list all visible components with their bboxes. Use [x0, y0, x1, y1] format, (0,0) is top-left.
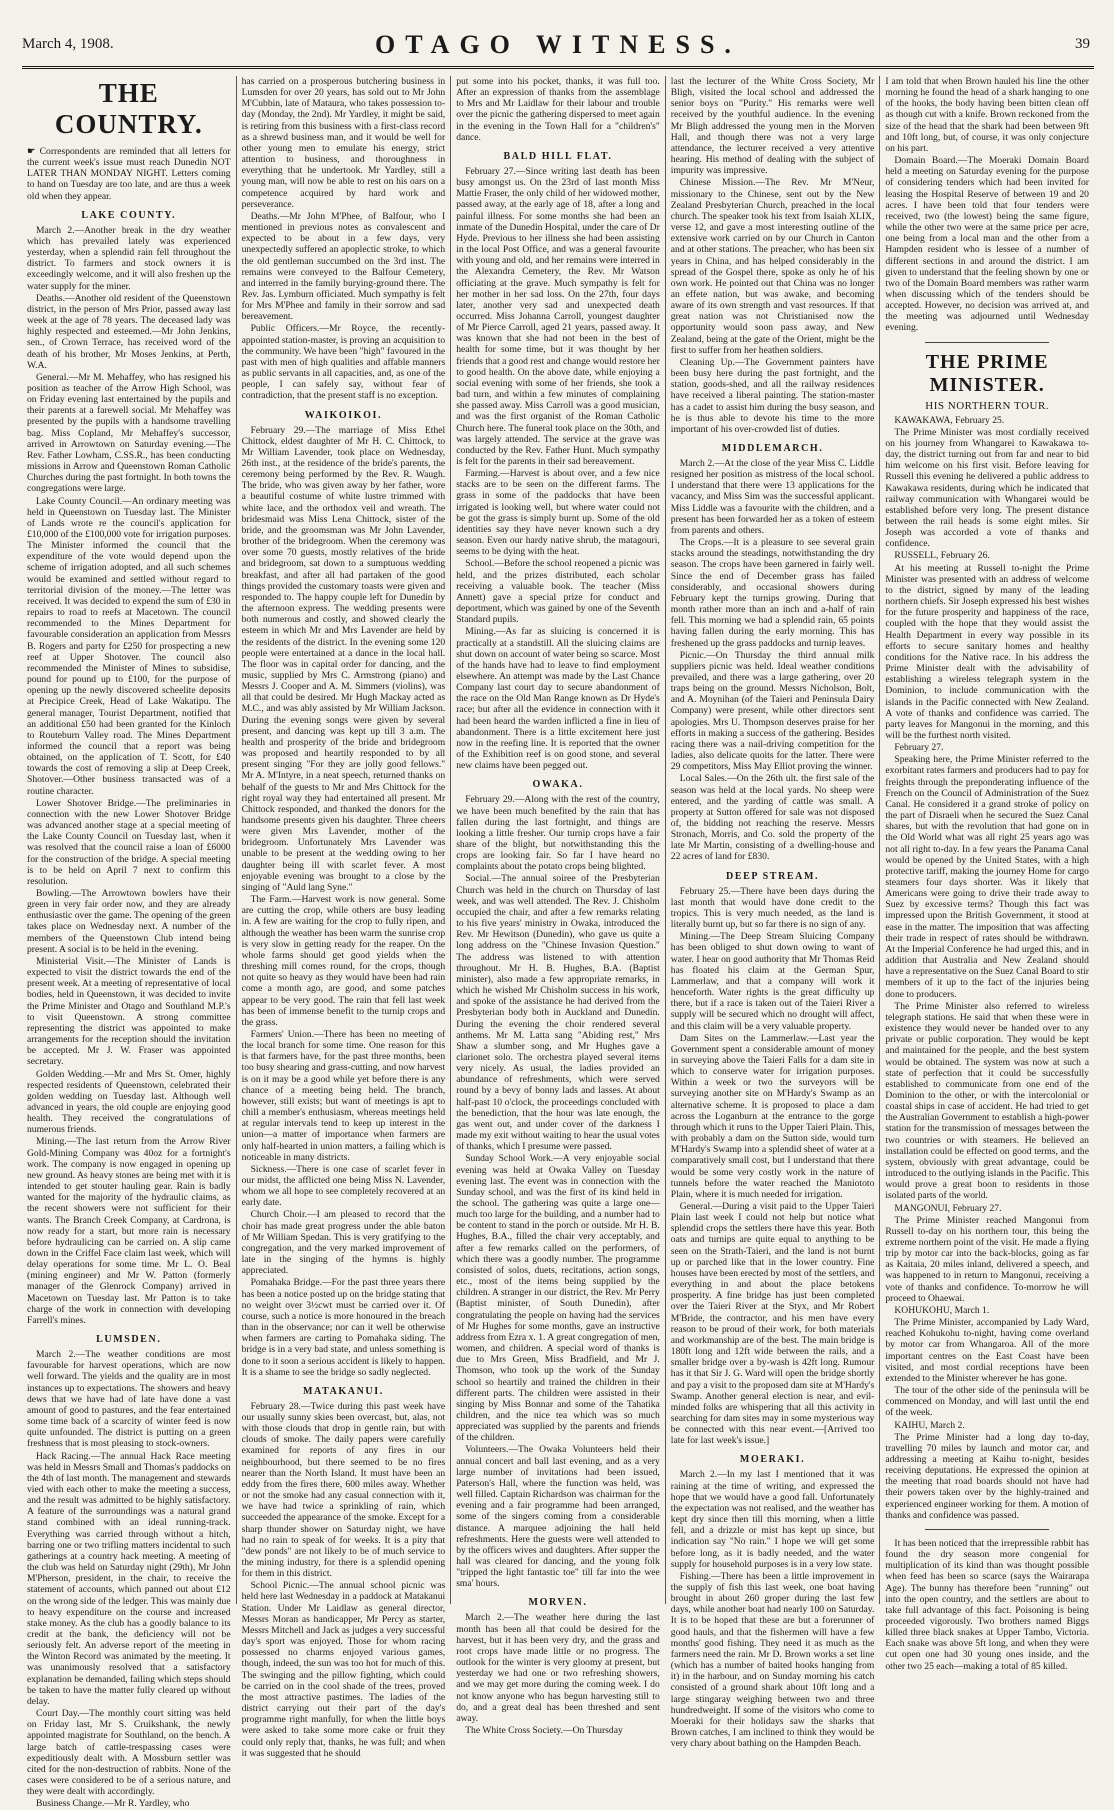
heading-deep-stream: DEEP STREAM. [726, 870, 820, 882]
paragraph: Court Day.—The monthly court sitting was held on Friday last, Mr S. Cruikshank, the newly appointed magistrate for Southland, on the bench. A large batch of cattle-trespassing cases were expeditiously dealt with. A Mossburn settler was cited for the non-destruction of rabbits. None of the cases were considered to be of a serious nature, and they were dealt with accordingly. [27, 1708, 231, 1798]
paragraph: Lake County Council.—An ordinary meeting was held in Queenstown on Tuesday last. The Minister of Lands wrote re the council's application for £10,000 of the £100,000 vote for irrigation purposes. The Minister informed the council that the expenditure of the vote would depend upon the scheme of irrigation adopted, and all such schemes would be examined and settled without regard to territorial division of the money.—The letter was received. It was decided to expend the sum of £30 in repairs to road to reefs at Macetown. The council recommended to the Mines Department for favourable consideration an application from Messrs B. Rogers and party for £250 for prospecting a new reef at Upper Shotover. The council also recommended the Minister of Mines to subsidise, pound for pound up to £100, for the purpose of opening up the newly discovered scheelite deposits at Precipice Creek, Head of Lake Wakatipu. The general manager, Tourist Department, notified that an additional £50 had been granted for the Kinloch to Routeburn Valley road. The Mines Department informed the council that a report was being obtained, on the application of T. Scott, for £40 towards the cost of removing a slip at Deep Creek, Shotover.—Other business transacted was of a routine character. [27, 495, 231, 797]
paragraph: March 2.—The weather conditions are most favourable for harvest operations, which are now well forward. The yields and the quality are in most instances up to expectations. The showers and heavy dews that we have had of late have done a vast amount of good to pastures, and the fear entertained some time back of a scarcity of winter feed is now quite unfounded. The district is putting on a green freshness that is most pleasing to stock-owners. [27, 1349, 231, 1450]
paragraph: Social.—The annual soiree of the Presbyterian Church was held in the church on Thursday of last week, and was well attended. The Rev. J. Chisholm occupied the chair, and after a few remarks relating to his five years' ministry in Owaka, introduced the Rev. Mr Hewitson (Dunedin), who gave us quite a long address on the "Chinese Invasion Question." The address was listened to with attention throughout. Mr H. B. Hughes, B.A. (Baptist minister), also made a few appropriate remarks, in which he wished Mr Chisholm success in his work, and spoke of the assistance he had derived from the Presbyterian body both in Auckland and Dunedin. During the evening the choir rendered several anthems. Mr M. Latta sang "Abiding rest," Mrs Shaw a slumber song, and Mr Hughes gave a clarionet solo. The orchestra played several items very nicely. As usual, the ladies provided an abundance of refreshments, which were served round by a bevy of bonny lads and lasses. At about half-past 10 o'clock, the proceedings concluded with the benediction, that the hour was late enough, the gas went out, and under cover of the darkness I made my exit without waiting to hear the usual votes of thanks, which I presume were passed. [456, 873, 660, 1153]
paragraph: February 25.—There have been days during the last month that would have done credit to the tropics. This is very much needed, as the land is literally burnt up, but so far there is no sign of any. [670, 885, 875, 931]
paragraph: Business Change.—Mr R. Yardley, who [36, 1798, 190, 1810]
paragraph: March 2.—In my last I mentioned that it was raining at the time of writing, and expressed the hope that we would have a good fall. Unfortunately the expectation was not realised, and the weather has kept dry since then till this morning, when a little fell, and a drizzle or mist has kept up since, but indication say "No rain." I hope we will get some before long, as it is badly needed, and the water supply for household purposes is in a very low state. [670, 1469, 875, 1570]
page-number: 39 [1075, 36, 1090, 52]
paragraph: put some into his pocket, thanks, it was full too. After an expression of thanks from the assemblage to Mrs and Mr Laidlaw for their labour and trouble over the picnic the gathering dispersed to meet again in the evening in the Town Hall for a "children's" dance. [456, 76, 660, 143]
paragraph: Church Choir.—I am pleased to record that the choir has made great progress under the able baton of Mr William Spedan. This is very gratifying to the congregation, and the very marked improvement of late in the singing of the hymns is highly appreciated. [241, 1209, 446, 1277]
article-columns [22, 76, 1094, 1810]
heading-lumsden: LUMSDEN. [96, 1334, 162, 1346]
paragraph: Local Sales.—On the 26th ult. the first sale of the season was held at the local yards. No sheep were entered, and the yarding of cattle was small. A property at Sutton offered for sale was not disposed of, the bidding not reaching the reserve. Messrs Stronach, Morris, and Co. sold the property of the late Mr Martin, consisting of a dwelling-house and 22 acres of land for £830. [670, 773, 875, 863]
paragraph: Picnic.—On Thursday the third annual milk suppliers picnic was held. Ideal weather conditions prevailed, and there was a large gathering, over 20 traps being on the ground. Messrs Nicholson, Bolt, and A. Moynihan (of the Taieri and Peninsula Dairy Company) were present, while other directors sent apologies. Mrs U. Thompson deserves praise for her efforts in making a success of the gathering. Besides racing there was a nail-driving competition for the ladies, also delicate quoits for the latter. There were 29 competitors, Miss May Elliot proving the winner. [670, 649, 875, 773]
heading-morven: MORVEN. [528, 1597, 588, 1609]
paragraph: It has been noticed that the irrepressible rabbit has found the dry season more congenial for multiplication of its kind than was thought possible when feed has been so scarce (says the Wairarapa Age). The bunny has therefore been "running" out into the open country, and the settlers are about to take full advantage of this fact. Poisoning is being proceeded vigorously. Two brothers named Biggs killed three black snakes at Upper Tambo, Victoria. Each snake was above 5ft long, and when they were cut open one had 30 young ones inside, and the other two 25 each—making a total of 85 killed. [885, 1537, 1089, 1672]
paragraph: General.—Mr M. Mehaffey, who has resigned his position as teacher of the Arrow High School, was on Friday evening last entertained by the pupils and their parents at a farewell social. Mr Mehaffey was presented by the pupils with a handsome travelling bag. Miss Copland, Mr Mehaffey's successor, arrived in Arrowtown on Saturday evening.—The Rev. Father Lowham, C.SS.R., has been conducting missions in Arrow and Queenstown Roman Catholic Churches during the past fortnight. In both towns the congregations were large. [27, 371, 231, 495]
section-heading-prime-minister: THE PRIME MINISTER. [925, 350, 1049, 396]
paragraph: I am told that when Brown hauled his line the other morning he found the head of a shark hanging to one of the hooks, the body having been bitten clean off as though cut with a knife. Brown reckoned from the size of the head that the shark had been between 9ft and 10ft long, but, of course, it was only conjecture on his part. [885, 76, 1089, 154]
heading-moeraki: MOERAKI. [739, 1454, 806, 1466]
column-5 [880, 76, 1094, 1672]
divider [925, 1529, 1049, 1530]
paragraph: Lower Shotover Bridge.—The preliminaries in connection with the new Lower Shotover Bridge was advanced another stage at a special meeting of the Lake County Council on Tuesday last, when it was resolved that the council raise a loan of £6000 for the construction of the bridge. A special meeting is to be held on April 7 next to confirm this resolution. [27, 797, 231, 887]
paragraph: Deaths.—Another old resident of the Queenstown district, in the person of Mrs Prior, passed away last week at the age of 78 years. The deceased lady was highly respected and esteemed.—Mr John Jenkins, sen., of Crown Terrace, has received word of the death of his brother, Mr Moses Jenkins, at Perth, W.A. [27, 292, 231, 371]
paragraph: Golden Wedding.—Mr and Mrs St. Omer, highly respected residents of Queenstown, celebrated their golden wedding on Tuesday last. Although well advanced in years, the old couple are enjoying good health. They received the congratulations of numerous friends. [27, 1068, 231, 1136]
subheading-northern-tour: HIS NORTHERN TOUR. [925, 399, 1050, 412]
heading-middlemarch: MIDDLEMARCH. [721, 443, 824, 454]
paragraph: Mining.—The last return from the Arrow River Gold-Mining Company was 40oz for a fortnight's work. The company is now engaged in opening up new ground. As heavy stones are being met with it is intended to get stouter hauling gear. Rain is badly wanted for the majority of the hydraulic claims, as the recent showers were not sufficient for their wants. The Branch Creek Company, at Cardrona, is now ready for a start, but more rain is necessary before hydraulicing can be carried on. A slip came down in the Criffel Face claim last week, which will delay operations for some time. Mr L. O. Beal (mining engineer) and Mr W. Patton (formerly manager of the Glenrock Company) arrived in Macetown on Tuesday last. Mr Patton is to take charge of the work in connection with developing Farrell's mines. [27, 1136, 231, 1326]
paragraph: Farming.—Harvest is about over, and a few nice stacks are to be seen on the different farms. The grass in some of the paddocks that have been irrigated is looking well, but where water could not be got the grass is simply burnt up. Some of the old identities say they have never known such a dry season. Even our hardy native shrub, the matagouri, seems to be dying with the heat. [456, 468, 660, 558]
paragraph: Mining.—The Deep Stream Sluicing Company has been obliged to shut down owing to want of water. I hear on good authority that Mr Thomas Reid has floated his claim at the German Spur, Lammerlaw, and that a company will work it henceforth. Water rights is the great difficulty up there, but if a race is taken out of the Taieri River a supply will be secured which no drought will affect, and this claim will be a very valuable property. [670, 931, 875, 1032]
dateline-russell: RUSSELL, February 26. [894, 550, 990, 562]
heading-waikoikoi: WAIKOIKOI. [304, 409, 383, 421]
paragraph: Dam Sites on the Lammerlaw.—Last year the Government spent a considerable amount of money in surveying above the Taieri Falls for a dam site in which to conserve water for irrigation purposes. Within a week or two the surveyors will be surveying another site on M'Hardy's Swamp as an alternative scheme. It is proposed to place a dam across the Loganburn at the entrance to the gorge through which it runs to the Upper Taieri Plain. This, with probably a dam on the Sutton side, would turn M'Hardy's Swamp into a splendid sheet of water at a comparatively small cost, but I understand that there would be some very costly work in the nature of tunnels before the water reached the Maniototo Plain, where it is much needed for irrigation. [670, 1032, 875, 1200]
dateline-february-27: February 27. [894, 742, 944, 754]
heading-matakanui: MATAKANUI. [302, 1385, 384, 1397]
paragraph: Fishing.—There has been a little improvement in the supply of fish this last week, one boat having brought in about 260 groper during the last few days, while another boat had nearly 100 on Saturday. It is to be hoped that these are but a forerunner of good hauls, and that the fishermen will have a few months' good fishing. They need it as much as the farmers need the rain. Mr D. Brown works a set line (which has a number of baited hooks hanging from it) in the harbour, and on Sunday morning his catch consisted of a ground shark about 10ft long and a large stingaray weighing between two and three hundredweight. If some of the visitors who come to Moeraki for their holidays saw the sharks that Brown catches, I am inclined to think they would be very chary about bathing on the Hampden Beach. [670, 1570, 875, 1750]
dateline-kohukohu: KOHUKOHU, March 1. [894, 1304, 990, 1316]
masthead [22, 30, 1094, 64]
paragraph: At his meeting at Russell to-night the Prime Minister was presented with an address of welcome to the district, signed by many of the leading northern chiefs. Sir Joseph expressed his best wishes for the future prosperity and happiness of the race, coupled with the hope that they would assist the Health Department in every way possible in its efforts to secure sanitary homes and healthy conditions for the Native race. In his address the Prime Minister dealt with the advisability of establishing a wireless telegraph system in the Dominion, to include communication with the islands in the Pacific connected with New Zealand. A vote of thanks and confidence was carried. The party leaves for Mangonui in the morning, and this will be the furthest north visited. [885, 562, 1089, 741]
paragraph: Chinese Mission.—The Rev. Mr M'Neur, missionary to the Chinese, sent out by the New Zealand Presbyterian Church, preached in the local church. The speaker took his text from Isaiah XLIX, verse 12, and gave a most interesting outline of the extensive work carried on by our Church in Canton and at other stations. The preacher, who has been six years in China, and has helped considerably in the spread of the Gospel there, spoke as only he of his own work. He pointed out that China was no longer an effete nation, but was awake, and becoming aware of its own strength and vast resources. If that great nation was not Christianised now the opportunity would soon pass away, and New Zealand, being at the gate of the Orient, might be the first to suffer from her heathen soldiers. [670, 177, 875, 356]
masthead-rule [22, 66, 1094, 70]
divider [925, 342, 1049, 343]
paragraph: The White Cross Society.—On Thursday [465, 1725, 623, 1737]
heading-lake-county: LAKE COUNTY. [81, 209, 177, 221]
paragraph: General.—During a visit paid to the Upper Taieri Plain last week I could not help but notice what splendid crops the settlers there have this year. Both oats and turnips are quite equal to anything to be seen on the Strath-Taieri, and the land is not burnt up or parched like that in the lower country. Fine houses have been erected by most of the settlers, and everything in and about the place betokens prosperity. A fine bridge has just been completed over the Taieri River at the Styx, and Mr Robert M'Bride, the contractor, and his men have every reason to be proud of their work, for both materials and workmanship are of the best. The main bridge is 180ft long and 12ft wide between the rails, and a smaller bridge over a by-wash is 42ft long. Rumour has it that Sir J. G. Ward will open the bridge shortly and pay a visit to the proposed dam site at M'Hardy's Swamp. Another general election is near, and evil-minded folks are whispering that all this activity in searching for dam sites may in some mysterious way be connected with this near event.—[Arrived too late for last week's issue.] [670, 1201, 875, 1447]
dateline-kawakawa: KAWAKAWA, February 25. [894, 414, 1005, 426]
paragraph: has carried on a prosperous butchering business in Lumsden for over 20 years, has sold out to Mr John M'Cubbin, late of Mataura, who takes possession to-day (Monday, the 2nd). Mr Yardley, it might be said, is retiring from this business with a first-class record as a shrewd business man, and it would be well for other young men to emulate his energy, strict attention to business, and thoroughness in everything that he undertook. Mr Yardley, still a young man, will now be able to rest on his oars on a competence acquired by hard work and perseverance. [241, 76, 446, 210]
paragraph: February 28.—Twice during this past week have our usually sunny skies been overcast, but, alas, not with those clouds that drop in gentle rain, but with clouds of smoke. The daily papers were carefully examined for reports of any fires in our neighbourhood, but there seemed to be no fires nearer than the North Island. It must have been an eddy from the fires there, 600 miles away. Whether or not the smoke had any casual connection with it, we have had twice a sprinkling of rain, which succeeded the appearance of the smoke. Except for a sharp thunder shower on Saturday night, we have had no rain to speak of for weeks. It is a pity that "dew ponds" are not likely to be of much service to the mining industry, for there is a splendid opening for them in this district. [241, 1400, 446, 1580]
paragraph: The tour of the other side of the peninsula will be commenced on Monday, and will last until the end of the week. [885, 1385, 1089, 1419]
paragraph: Speaking here, the Prime Minister referred to the exorbitant rates farmers and producers had to pay for freights through the preponderating influence of the French on the Council of Administration of the Suez Canal. He considered it a grand stroke of policy on the part of Disraeli when he secured the Suez Canal shares, but with the revolution that had gone on in the Old World what was all right 25 years ago was not all right to-day. In a few years the Panama Canal would be opened by the United States, with a high protective tariff, making the journey Home for cargo steamers four days shorter. Was it likely that Americans were going to drive their trade away to Suez by excessive terms? Though this fact was impressed upon the British Government, it stood at ease in the matter. The imposition that was affecting their trade in respect of rates should be withdrawn. At the Imperial Conference he had urged this, and in addition that Australia and New Zealand should have a representative on the Suez Canal Board to stir members of it up to the fact of the injuries being done to producers. [885, 754, 1089, 1000]
dateline-mangonui: MANGONUI, February 27. [894, 1202, 1002, 1214]
paragraph: Ministerial Visit.—The Minister of Lands is expected to visit the district towards the end of the present week. At a meeting of representative of local bodies, held in Queenstown, it was decided to invite the Prime Minister and Otago and Southland M.P.'s to visit Queenstown. A strong committee representing the district was appointed to make arrangements for the reception should the invitation be accepted. Mr J. W. Fraser was appointed secretary. [27, 955, 231, 1068]
paragraph: School.—Before the school reopened a picnic was held, and the prizes distributed, each scholar receiving a valuable book. The teacher (Miss Annett) gave a special prize for conduct and deportment, which was gained by one of the Seventh Standard pupils. [456, 558, 660, 626]
newspaper-title: OTAGO WITNESS. [375, 30, 741, 59]
paragraph: The Prime Minister had a long day to-day, travelling 70 miles by launch and motor car, and addressing a meeting at Kaihu to-night, besides receiving deputations. He expressed the opinion at the meeting that road boards should not have had their powers taken over by the highly-trained and experienced engineer working for them. A motion of thanks and confidence was passed. [885, 1431, 1089, 1521]
paragraph: Hack Racing.—The annual Hack Race meeting was held in Messrs Small and Thomas's paddocks on the 4th of last month. The management and stewards vied with each other to make the meeting a success, and the result was admitted to be highly satisfactory. A feature of the surroundings was a natural grand stand combined with an ideal running-track. Everything was carried through without a hitch, barring one or two trifling matters incidental to such gatherings at a country hack meeting. A meeting of the club was held on Saturday night (29th), Mr John M'Pherson, president, in the chair, to receive the statement of accounts, which panned out about £12 on the wrong side of the ledger. This was mainly due to heavy expenditure on the course and increased stake money. As the club has a goodly balance to its credit at the bank, the deficiency will not be seriously felt. An adverse report of the meeting in the Winton Record was animated by the meeting. It was unanimously resolved that a satisfactory explanation be demanded, failing which steps should be taken to have the matter fully cleared up without delay. [27, 1450, 231, 1707]
paragraph: March 2.—Another break in the dry weather which has prevailed lately was experienced yesterday, when a splendid rain fell throughout the district. To farmers and stock owners it is exceedingly welcome, and it will also freshen up the water supply for the miner. [27, 224, 231, 292]
paragraph: March 2.—At the close of the year Miss C. Liddle resigned her position as mistress of the local school. I understand that there were 13 applications for the vacancy, and Miss Sim was the successful applicant. Miss Liddle was a favourite with the children, and a present has been forwarded her as a token of esteem from parents and others. [670, 458, 875, 536]
column-4 [666, 76, 881, 1750]
paragraph: February 29.—Along with the rest of the country, we have been much benefited by the rain that has fallen during the last fortnight, and things are looking a little fresher. Our turnip crops have a fair share of the blight, but notwithstanding this the crops are looking fair. So far I have heard no complaints about the potato crops being blighted. [456, 794, 660, 873]
paragraph: February 29.—The marriage of Miss Ethel Chittock, eldest daughter of Mr H. C. Chittock, to Mr William Lavender, took place on Wednesday, 26th inst., at the residence of the bride's parents, the ceremony being performed by the Rev. R. Waugh. The bride, who was given away by her father, wore a beautiful costume of white lustre trimmed with white lace, and the orthodox veil and wreath. The bridesmaid was Miss Lena Chittock, sister of the bride, and the groomsman was Mr John Lavender, brother of the bridegroom. When the ceremony was over some 70 guests, mostly relatives of the bride and bridegroom, sat down to a sumptuous wedding breakfast, and after all had partaken of the good things provided the customary toasts were given and responded to. The happy couple left for Dunedin by the afternoon express. The wedding presents were both numerous and costly, and showed clearly the esteem in which Mr and Mrs Lavender are held by the residents of the district. In the evening some 120 people were entertained at a dance in the local hall. The floor was in capital order for dancing, and the music, supplied by Mrs C. Armstrong (piano) and Messrs J. Cooper and A. M. Simmers (violins), was all that could be desired. Mr Hugh Mackay acted as M.C., and was ably assisted by Mr William Jackson. During the evening songs were given by several present, and dancing was kept up till 3 a.m. The health and prosperity of the bride and bridegroom was proposed and heartily responded to by all present singing "For they are jolly good fellows." Mr A. M'Intyre, in a neat speech, returned thanks on behalf of the guests to Mr and Mrs Chittock for the right royal way they had entertained all present. Mr Chittock responded, and thanked the donors for the handsome presents given his daughter. Three cheers were given Mrs Lavender, mother of the bridegroom. Unfortunately Mrs Lavender was unable to be present at the wedding owing to her daughter being ill with scarlet fever. A most enjoyable evening was brought to a close by the singing of "Auld lang Syne." [241, 424, 446, 893]
paragraph: The Prime Minister reached Mangonui from Russell to-day on his northern tour, this being the extreme northern point of the visit. He made a flying trip by motor car into the back-blocks, going as far as Kaitaia, 20 miles inland, delivered a speech, and was happened to in return to Mangonui, receiving a vote of thanks and confidence. To-morrow he will proceed to Ohaewai. [885, 1214, 1089, 1304]
paragraph: Bowling.—The Arrowtown bowlers have their green in very fair order now, and they are already enthusiastic over the game. The opening of the green takes place on Wednesday next. A number of the members of the Queenstown Club intend being present. A social is to be held in the evening. [27, 888, 231, 955]
dateline-kaihu: KAIHU, March 2. [894, 1419, 965, 1431]
paragraph: The Prime Minister, accompanied by Lady Ward, reached Kohukohu to-night, having come overland by motor car from Whangaroa. All of the more important centres on the East Coast have been visited, and most cordial receptions have been extended to the Minister wherever he has gone. [885, 1317, 1089, 1384]
paragraph: Mining.—As far as sluicing is concerned it is practically at a standstill. All the sluicing claims are shut down on account of water being so scarce. Most of the hands have had to leave to find employment elsewhere. An attempt was made by the Last Chance Company last court day to secure abandonment of the race on the Old Man Range known as Dr Hyde's race; but after all the evidence in connection with it had been heard the warden inflicted a fine in lieu of abandonment. There is a little excitement here just now in the reefing line. It is reported that the owner of the Exhibition reef is on good stone, and several new claims have been pegged out. [456, 626, 660, 772]
paragraph: Cleaning Up.—The Government painters have been busy here during the past fortnight, and the station, goods-shed, and all the railway residences have received a liberal painting. The station-master has a cadet to assist him during the busy season, and he is thus able to devote his time to the more important of his over-crowded list of duties. [670, 356, 875, 435]
paragraph: Sickness.—There is one case of scarlet fever in our midst, the afflicted one being Miss N. Lavender, whom we all hope to see completely recovered at an early date. [241, 1163, 446, 1209]
paragraph: Public Officers.—Mr Royce, the recently-appointed station-master, is proving an acquisition to the community. We have been "high" favoured in the past with men of high qualities and affable manners as public servants in all capacities, and, as one of the people, I can safely say, without fear of contradiction, that the present staff is no exception. [241, 323, 446, 402]
column-3 [451, 76, 666, 1737]
paragraph: Farmers' Union.—There has been no meeting of the local branch for some time. One reason for this is that farmers have, for the past three months, been too busy shearing and grass-cutting, and now harvest is on it may be a good while yet before there is any chance of a meeting being held. The branch, however, still exists; but want of meetings is apt to chill a member's enthusiasm, whereas meetings held at regular intervals tend to keep up interest in the union—a matter of importance when farmers are only half-hearted in union matters, a failing which is noticeable in many districts. [241, 1028, 446, 1163]
correspondents-notice: ☛ Correspondents are reminded that all letters for the current week's issue must reach Dunedin NOT LATER THAN MONDAY NIGHT. Letters coming to hand on Tuesday are too late, and are thus a week old when they appear. [27, 146, 231, 202]
paragraph: The Farm.—Harvest work is now general. Some are cutting the crop, while others are busy leading in. A few are waiting for the crop to fully ripen, and although the weather has been warm the sunrise crop is very slow in getting ready for the reaper. On the whole farms should get good yields when the threshing mill comes round, for the crops, though not quite so heavy as they would have been had rain come a month ago, are good, and some patches appear to be very good. The rain that fell last week has been of immense benefit to the turnip crops and the grass. [241, 894, 446, 1028]
paragraph: February 27.—Since writing last death has been busy amongst us. On the 23rd of last month Miss Mattie Fraser, the only child of her widowed mother, passed away, at the early age of 18, after a long and painful illness. For some months she had been an inmate of the Dunedin Hospital, under the care of Dr Hyde. Previous to her illness she had been assisting in the local Post Office, and was a general favourite with young and old, and her remains were interred in the Alexandra Cemetery, the Rev. Mr Watson officiating at the grave. Much sympathy is felt for her mother in her sad loss. On the 27th, four days later, another very sad and unexpected death occurred. Miss Johanna Carroll, youngest daughter of Mr Pierce Carroll, aged 21 years, passed away. It was known that she had not been in the best of health for some time, but it was thought by her friends that a good rest and change would restore her to good health. On the above date, while enjoying a social evening with some of her friends, she took a bad turn, and within a few minutes of complaining she passed away. Miss Carroll was a good musician, and was the first organist of the Roman Catholic Church here. The funeral took place on the 30th, and was largely attended. The service at the grave was conducted by the Rev. Father Hunt. Much sympathy is felt for the parents in their sad bereavement. [456, 165, 660, 467]
section-heading-the-country: THE COUNTRY. [54, 78, 203, 139]
column-2 [237, 76, 452, 1759]
paragraph: March 2.—The weather here during the last month has been all that could be desired for the harvest, but it has been very dry, and the grass and root crops have made little or no progress. The outlook for the winter is very gloomy at present, but yesterday we had one or two refreshing showers, and we may get more during the coming week. I do not know anyone who has begun harvesting still to do, and a great deal has been threshed and sent away. [456, 1612, 660, 1724]
heading-owaka: OWAKA. [532, 779, 584, 791]
issue-date: March 4, 1908. [22, 36, 114, 52]
paragraph: The Crops.—It is a pleasure to see several grain stacks around the steadings, notwithstanding the dry season. The crops have been garnered in fairly well. Since the end of December grass has failed considerably, and occasional showers during February kept the turnips growing. During that month rather more than an inch and a-half of rain fell. This morning we had a splendid rain, 65 points having fallen during the early morning. This has freshened up the grass paddocks and turnip leaves. [670, 537, 875, 649]
heading-bald-hill-flat: BALD HILL FLAT. [503, 150, 613, 162]
paragraph: Sunday School Work.—A very enjoyable social evening was held at Owaka Valley on Tuesday evening last. The event was in connection with the Sunday school, and was the first of its kind held in the school. The gathering was quite a large one—much too large for the building, and a number had to be content to stand in the porch or outside. Mr H. B. Hughes, B.A., filled the chair very acceptably, and after a few remarks called on the performers, of which there was a goodly number. The programme consisted of solos, duets, recitations, action songs, etc., most of the items being supplied by the children. A stranger in our district, the Rev. Mr Perry (Baptist minister, of South Dunedin), after congratulating the people on having had the services of Mr Hughes for some months, gave an instructive address from Ezra x. 1. A great congregation of men, women, and children. A special word of thanks is due to Mrs Green, Miss Bradfield, and Mr J. Thomson, who took up the work of the Sunday school so heartily and trained the children in their different parts. The children were assisted in their singing by Miss Bonnar and some of the Tahatika children, and the nice tea which was so much appreciated was supplied by the parents and friends of the children. [456, 1153, 660, 1444]
paragraph: last the lecturer of the White Cross Society, Mr Bligh, visited the local school and addressed the senior boys on "Purity." His remarks were well received by the youthful audience. In the evening Mr Bligh addressed the young men in the Morven Hall, and though there was not a very large attendance, the lecturer received a very attentive hearing. His method of dealing with the subject of impurity was impressive. [670, 76, 875, 177]
paragraph: Domain Board.—The Moeraki Domain Board held a meeting on Saturday evening for the purpose of considering tenders which had been invited for leasing the Hospital Reserve of between 19 and 20 acres. I have been told that four tenders were received, two (the lowest) being the same figure, while the other two were at the same price per acre, one being from a local man and the other from a Hampden resident who is lessee of a number of different sections in and around the district. I am given to understand that the feeling shown by one or two of the Domain Board members was rather warm when discussing which of the tenders should be accepted. However, no decision was arrived at, and the meeting was adjourned until Wednesday evening. [885, 155, 1089, 334]
paragraph: Deaths.—Mr John M'Phee, of Balfour, who I mentioned in previous notes as convalescent and expected to be about in a few days, very unexpectedly suffered an apoplectic stroke, to which the old gentleman succumbed on the 3rd inst. The remains were conveyed to the Balfour Cemetery, and interred in the family burying-ground there. The Rev. Jas. Lymburn officiated. Much sympathy is felt for Mrs M'Phee and family in their sorrow and sad bereavement. [241, 210, 446, 323]
paragraph: The Prime Minister also referred to wireless telegraph stations. He said that when these were in existence they would never be handed over to any private or public corporation. They would be kept and maintained for the people, and the best system would be obtained. The system was now at such a state of perfection that it could be successfully established to communicate from one end of the Dominion to the other, or with the intercolonial or coastal ships in case of accident. He had tried to get the Australian Government to establish a high-power station for the transmission of messages between the two countries or with steamers. He believed an installation could be effected on good terms, and the system, obviously with great advantage, could be introduced to the outlying islands in the Pacific. This would prove a great boon to residents in those isolated parts of the world. [885, 1000, 1089, 1202]
column-1 [22, 76, 237, 1810]
paragraph: Volunteers.—The Owaka Volunteers held their annual concert and ball last evening, and as a very large number of invitations had been issued, Paterson's Hall, where the function was held, was well filled. Captain Richardson was chairman for the evening and a fair programme had been arranged, some of the singers coming from a considerable distance. A marquee adjoining the hall held refreshments. Here the guests were well attended to by the officers wives and daughters. After supper the hall was cleared for dancing, and the young folk "tripped the light fantastic toe" till far into the wee sma' hours. [456, 1444, 660, 1590]
paragraph: Pomahaka Bridge.—For the past three years there has been a notice posted up on the bridge stating that no weight over 3½cwt must be carried over it. Of course, such a notice is more honoured in the breach than in the observance; nor can it well be otherwise when farmers are carting to Pomahaka siding. The bridge is in a very bad state, and unless something is done to it soon a serious accident is likely to happen. It is a shame to see the bridge so sadly neglected. [241, 1277, 446, 1378]
paragraph: School Picnic.—The annual school picnic was held here last Wednesday in a paddock at Matakanui Station. Under Mr Laidlaw as general director, Messrs Moran as handicapper, Mr Percy as starter, Messrs Mitchell and Jack as judges a very successful day's sport was enjoyed. Those for whom racing possessed no charms enjoyed various games, though, indeed, the sun was too hot for much of this. The swinging and the pillow fighting, which could be carried on in the cool shade of the trees, proved the most attractive pastimes. The ladies of the district carrying out their part of the day's programme right manfully, for when the little boys were asked to take some more cake or fruit they could only reply that, thanks, he was full; and when it was suggested that he should [241, 1580, 446, 1759]
paragraph: The Prime Minister was most cordially received on his journey from Whangarei to Kawakawa to-day, the district turning out from far and near to bid him welcome on his first visit. Before leaving for Russell this evening he delivered a public address to Kawakawa residents, during which he indicated that railway communication with Whangarei would be established before very long. The present distance between the rail heads is some eight miles. Sir Joseph was accorded a vote of thanks and confidence. [885, 426, 1089, 550]
